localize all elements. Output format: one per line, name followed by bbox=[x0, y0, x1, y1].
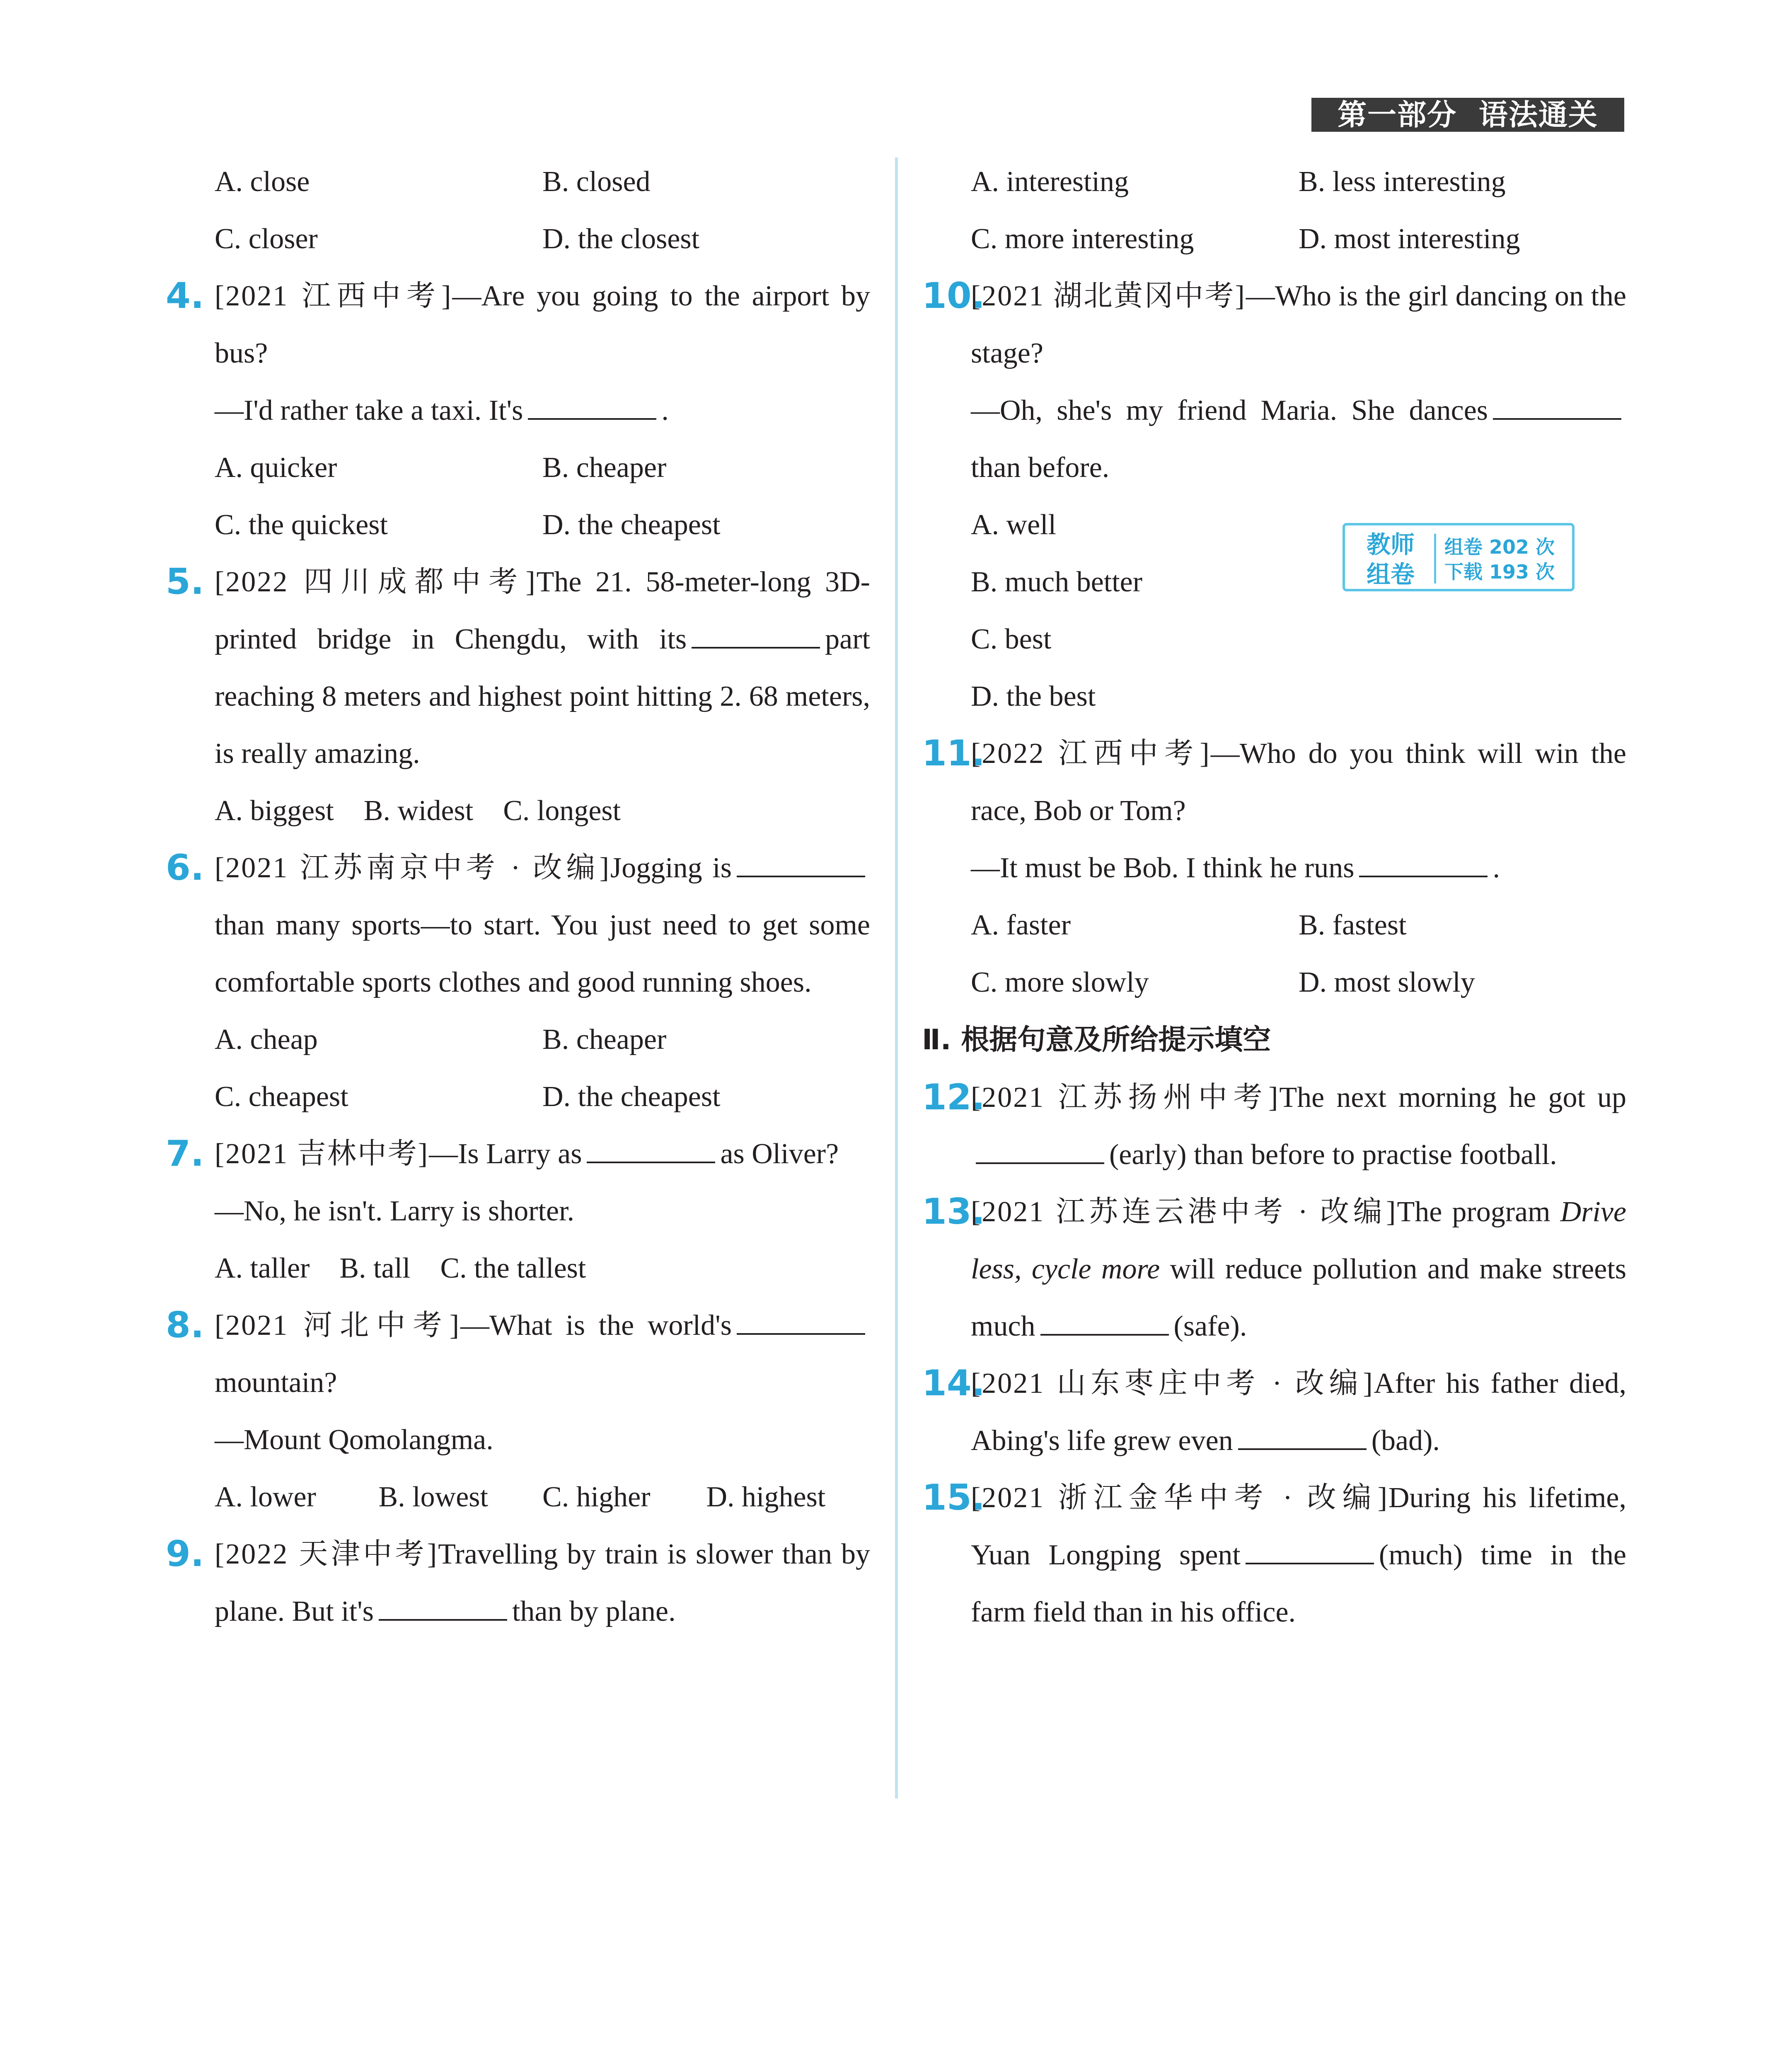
answer-blank[interactable] bbox=[1493, 392, 1621, 420]
right-column bbox=[922, 153, 1626, 1641]
option: B. widest bbox=[363, 795, 474, 827]
question-5 bbox=[166, 554, 870, 840]
options bbox=[215, 1469, 870, 1526]
option: C. more slowly bbox=[971, 966, 1149, 998]
option: A. quicker bbox=[215, 452, 337, 484]
question-number: 9. bbox=[166, 1533, 204, 1575]
question-number: 15. bbox=[922, 1477, 985, 1518]
answer-blank[interactable] bbox=[379, 1593, 507, 1621]
option: C. cheapest bbox=[215, 1081, 348, 1113]
question-text: [2022 四川成都中考]The 21. 58-meter-long 3D-printed bridge in Chengdu, with its part reaching 8 meters and highest point hitting 2. 68 meters, is really amazing. bbox=[215, 566, 870, 770]
option: A. well bbox=[971, 509, 1057, 541]
options bbox=[215, 439, 870, 554]
question-number: 11. bbox=[922, 733, 985, 774]
stats-stamp bbox=[1342, 523, 1575, 591]
option: D. most slowly bbox=[1299, 966, 1475, 998]
question-number: 13. bbox=[922, 1191, 985, 1232]
program-title: Drive less, cycle more bbox=[971, 1196, 1627, 1285]
question-number: 14. bbox=[922, 1363, 985, 1404]
question-number: 4. bbox=[166, 275, 204, 317]
question-number: 6. bbox=[166, 847, 204, 888]
question-text: [2021 江苏扬州中考]The next morning he got up(early) than before to practise football. bbox=[971, 1082, 1627, 1171]
answer-blank[interactable] bbox=[737, 850, 865, 877]
column-divider bbox=[895, 157, 898, 1798]
question-text: [2021 江苏连云港中考 · 改编]The program Drive less, cycle more will reduce pollution and make streets much (safe). bbox=[971, 1196, 1627, 1342]
question-text: [2021 吉林中考]—Is Larry as as Oliver? bbox=[215, 1126, 870, 1183]
question-9 bbox=[166, 1526, 870, 1640]
option: D. the closest bbox=[542, 223, 700, 255]
option: B. cheaper bbox=[542, 452, 667, 484]
options bbox=[215, 1240, 870, 1297]
question-number: 10. bbox=[922, 275, 985, 317]
option: C. longest bbox=[503, 795, 621, 827]
question-text: —It must be Bob. I think he runs . bbox=[971, 840, 1626, 897]
section-heading: Ⅱ. 根据句意及所给提示填空 bbox=[922, 1024, 1271, 1056]
question-text: [2021 山东枣庄中考 · 改编]After his father died, Abing's life grew even (bad). bbox=[971, 1368, 1627, 1457]
question-10 bbox=[922, 268, 1626, 725]
q9-options bbox=[922, 153, 1626, 268]
option: C. the quickest bbox=[215, 509, 388, 541]
question-text: —I'd rather take a taxi. It's . bbox=[215, 382, 870, 439]
question-8 bbox=[166, 1297, 870, 1526]
q3-options bbox=[166, 153, 870, 268]
question-13 bbox=[922, 1184, 1626, 1355]
question-6 bbox=[166, 840, 870, 1126]
option: B. tall bbox=[339, 1252, 411, 1284]
answer-blank[interactable] bbox=[1238, 1423, 1367, 1450]
option: D. the best bbox=[971, 680, 1096, 712]
option: C. more interesting bbox=[971, 223, 1194, 255]
answer-blank[interactable] bbox=[1040, 1308, 1169, 1336]
question-12 bbox=[922, 1069, 1626, 1184]
option: B. fastest bbox=[1299, 909, 1407, 941]
option: D. most interesting bbox=[1299, 223, 1520, 255]
option: A. taller bbox=[215, 1252, 310, 1284]
left-column bbox=[166, 153, 870, 1640]
option: B. less interesting bbox=[1299, 166, 1506, 198]
stamp-counts: 组卷 202 次 下载 193 次 bbox=[1444, 536, 1555, 583]
option: C. closer bbox=[215, 223, 318, 255]
option: B. lowest bbox=[378, 1481, 488, 1513]
option: C. best bbox=[971, 623, 1052, 655]
question-number: 12. bbox=[922, 1077, 985, 1118]
option: B. cheaper bbox=[542, 1024, 667, 1055]
answer-blank[interactable] bbox=[1359, 850, 1488, 877]
answer-blank[interactable] bbox=[528, 392, 656, 420]
question-number: 8. bbox=[166, 1305, 204, 1346]
option: D. the cheapest bbox=[542, 1081, 721, 1113]
question-text: —No, he isn't. Larry is shorter. bbox=[215, 1195, 575, 1227]
question-text: [2021 浙江金华中考 · 改编]During his lifetime, Yuan Longping spent (much) time in the farm field than in his office. bbox=[971, 1482, 1626, 1628]
option: A. faster bbox=[971, 909, 1071, 941]
option: A. close bbox=[215, 166, 310, 198]
question-text: [2021 湖北黄冈中考]—Who is the girl dancing on the stage? bbox=[971, 280, 1626, 369]
question-15 bbox=[922, 1469, 1626, 1641]
question-text: [2021 河北中考]—What is the world'smountain? bbox=[215, 1297, 870, 1411]
section-title: 第一部分 语法通关 bbox=[1311, 98, 1624, 132]
question-14 bbox=[922, 1355, 1626, 1469]
option: C. higher bbox=[542, 1481, 651, 1513]
question-number: 7. bbox=[166, 1133, 204, 1174]
question-text: [2021 江西中考]—Are you going to the airport by bus? bbox=[215, 280, 871, 369]
answer-blank[interactable] bbox=[737, 1307, 865, 1335]
option: D. highest bbox=[706, 1481, 826, 1513]
question-4 bbox=[166, 268, 870, 554]
option: A. cheap bbox=[215, 1024, 318, 1055]
option: C. the tallest bbox=[440, 1252, 586, 1284]
option: A. interesting bbox=[971, 166, 1129, 198]
stamp-divider bbox=[1434, 534, 1436, 583]
question-number: 5. bbox=[166, 561, 204, 603]
option: A. biggest bbox=[215, 795, 334, 827]
question-11 bbox=[922, 725, 1626, 1011]
option: D. the cheapest bbox=[542, 509, 721, 541]
question-text: —Mount Qomolangma. bbox=[215, 1424, 493, 1456]
stamp-label: 教师 组卷 bbox=[1366, 530, 1415, 588]
answer-blank[interactable] bbox=[692, 621, 820, 649]
question-7 bbox=[166, 1126, 870, 1297]
answer-blank[interactable] bbox=[1246, 1537, 1374, 1564]
question-text: [2021 江苏南京中考 · 改编]Jogging isthan many sports—to start. You just need to get some comfortable sports clothes and good running shoes. bbox=[215, 840, 870, 1011]
answer-blank[interactable] bbox=[976, 1137, 1104, 1164]
option: B. much better bbox=[971, 566, 1143, 598]
options bbox=[215, 1011, 870, 1126]
answer-blank[interactable] bbox=[587, 1136, 715, 1163]
question-text: [2022 江西中考]—Who do you think will win the race, Bob or Tom? bbox=[971, 738, 1626, 827]
question-text: —Oh, she's my friend Maria. She dancesthan before. bbox=[971, 382, 1626, 496]
option: A. lower bbox=[215, 1481, 316, 1513]
question-text: [2022 天津中考]Travelling by train is slower than by plane. But it's than by plane. bbox=[215, 1538, 870, 1627]
options bbox=[215, 782, 870, 840]
option: B. closed bbox=[542, 166, 651, 198]
options bbox=[971, 897, 1626, 1011]
